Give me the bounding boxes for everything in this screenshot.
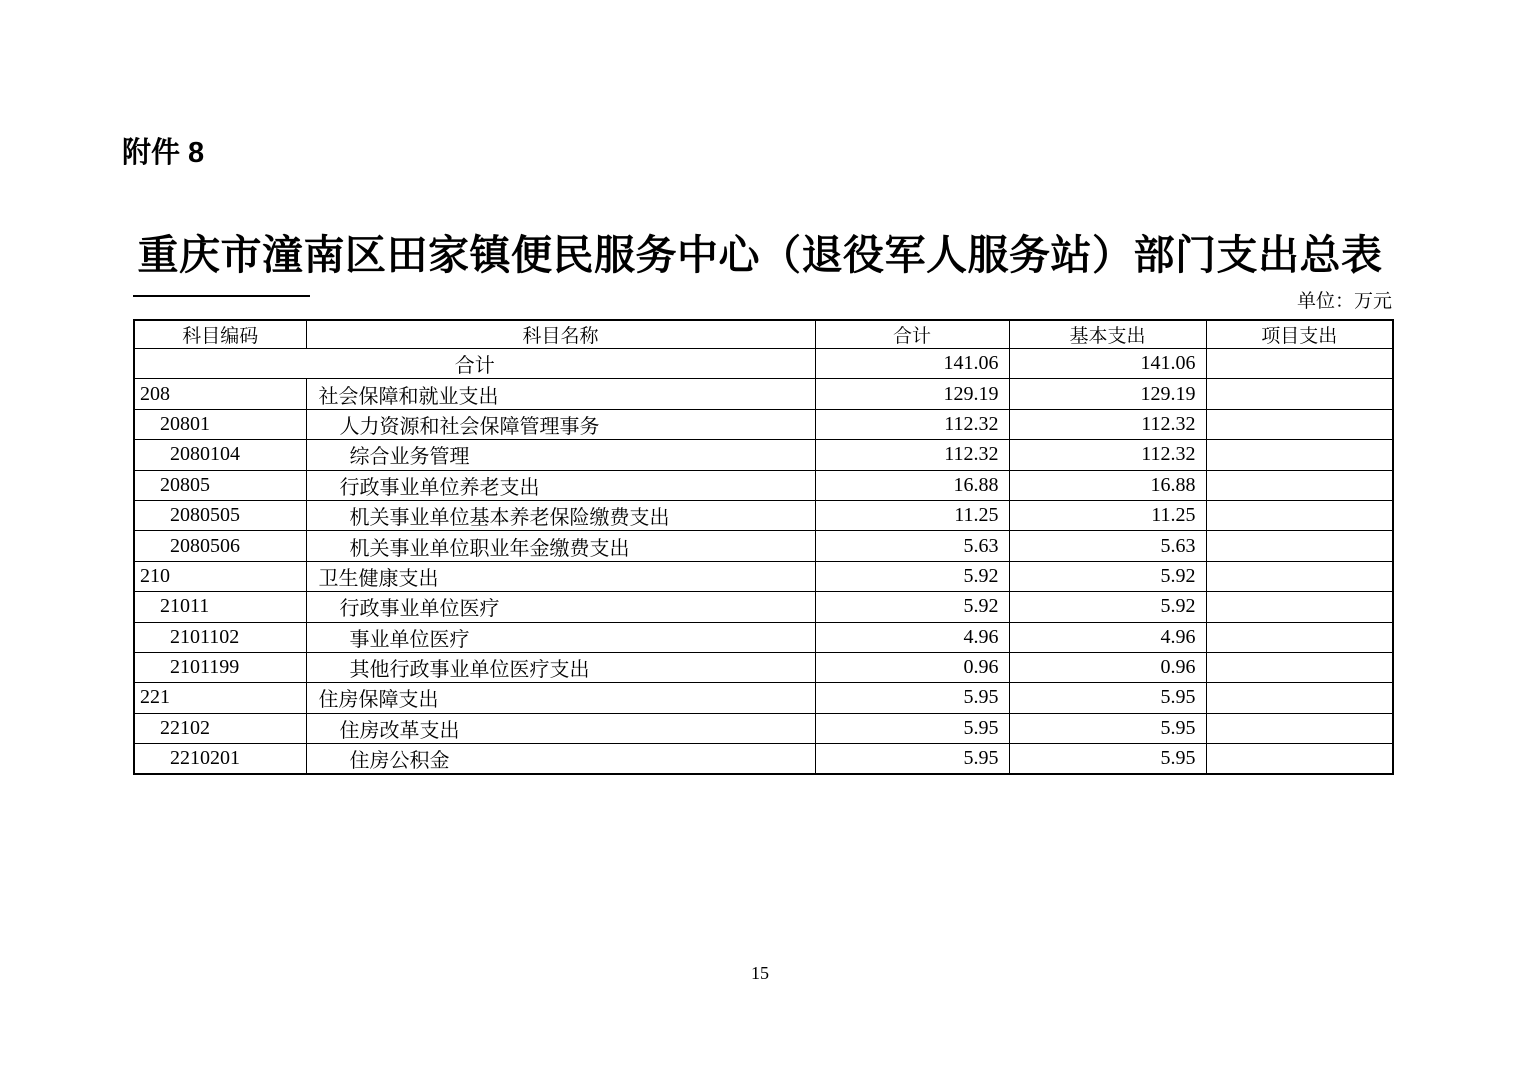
attachment-label: 附件 8	[122, 137, 205, 169]
project-expenditure-cell	[1206, 470, 1393, 500]
basic-expenditure-cell: 141.06	[1009, 349, 1206, 379]
column-header: 科目编码	[134, 320, 306, 349]
total-cell: 5.92	[815, 592, 1009, 622]
subject-name-cell: 社会保障和就业支出	[306, 379, 815, 409]
table-row	[134, 622, 1393, 652]
subject-code-cell: 20801	[134, 409, 306, 439]
project-expenditure-cell	[1206, 744, 1393, 775]
project-expenditure-cell	[1206, 622, 1393, 652]
table-row	[134, 713, 1393, 743]
subject-name-cell: 住房公积金	[306, 744, 815, 775]
total-cell: 5.95	[815, 744, 1009, 775]
subject-name-cell: 人力资源和社会保障管理事务	[306, 409, 815, 439]
basic-expenditure-cell: 11.25	[1009, 500, 1206, 530]
table-total-row	[134, 349, 1393, 379]
total-cell: 112.32	[815, 440, 1009, 470]
subject-code-cell: 21011	[134, 592, 306, 622]
table-top-rule	[133, 295, 310, 297]
basic-expenditure-cell: 5.95	[1009, 713, 1206, 743]
subject-code-cell: 2080506	[134, 531, 306, 561]
basic-expenditure-cell: 5.95	[1009, 683, 1206, 713]
total-cell: 112.32	[815, 409, 1009, 439]
table-row	[134, 440, 1393, 470]
basic-expenditure-cell: 5.92	[1009, 561, 1206, 591]
expenditure-table	[133, 319, 1394, 775]
subject-code-cell: 2080505	[134, 500, 306, 530]
subject-code-cell: 210	[134, 561, 306, 591]
total-cell: 0.96	[815, 652, 1009, 682]
basic-expenditure-cell: 112.32	[1009, 440, 1206, 470]
project-expenditure-cell	[1206, 379, 1393, 409]
table-row	[134, 744, 1393, 775]
table-row	[134, 409, 1393, 439]
table-header-row	[134, 320, 1393, 349]
table-row	[134, 561, 1393, 591]
table-row	[134, 379, 1393, 409]
table-row	[134, 470, 1393, 500]
total-cell: 4.96	[815, 622, 1009, 652]
total-cell: 141.06	[815, 349, 1009, 379]
subject-name-cell: 其他行政事业单位医疗支出	[306, 652, 815, 682]
basic-expenditure-cell: 5.63	[1009, 531, 1206, 561]
subject-code-cell: 20805	[134, 470, 306, 500]
column-header: 科目名称	[306, 320, 815, 349]
table-row	[134, 652, 1393, 682]
table-row	[134, 683, 1393, 713]
project-expenditure-cell	[1206, 652, 1393, 682]
total-cell: 129.19	[815, 379, 1009, 409]
table-row	[134, 592, 1393, 622]
subject-code-cell: 2101102	[134, 622, 306, 652]
total-cell: 5.63	[815, 531, 1009, 561]
basic-expenditure-cell: 129.19	[1009, 379, 1206, 409]
column-header: 项目支出	[1206, 320, 1393, 349]
table-row	[134, 531, 1393, 561]
subject-name-cell: 卫生健康支出	[306, 561, 815, 591]
total-cell: 16.88	[815, 470, 1009, 500]
project-expenditure-cell	[1206, 349, 1393, 379]
subject-code-cell: 2101199	[134, 652, 306, 682]
basic-expenditure-cell: 112.32	[1009, 409, 1206, 439]
basic-expenditure-cell: 5.95	[1009, 744, 1206, 775]
project-expenditure-cell	[1206, 409, 1393, 439]
project-expenditure-cell	[1206, 561, 1393, 591]
project-expenditure-cell	[1206, 440, 1393, 470]
project-expenditure-cell	[1206, 592, 1393, 622]
subject-code-cell: 221	[134, 683, 306, 713]
total-cell: 5.95	[815, 683, 1009, 713]
subject-code-cell: 208	[134, 379, 306, 409]
subject-name-cell: 住房改革支出	[306, 713, 815, 743]
subject-code-cell: 22102	[134, 713, 306, 743]
page-title: 重庆市潼南区田家镇便民服务中心（退役军人服务站）部门支出总表	[137, 232, 1383, 278]
column-header: 基本支出	[1009, 320, 1206, 349]
project-expenditure-cell	[1206, 500, 1393, 530]
basic-expenditure-cell: 4.96	[1009, 622, 1206, 652]
basic-expenditure-cell: 5.92	[1009, 592, 1206, 622]
total-cell: 11.25	[815, 500, 1009, 530]
project-expenditure-cell	[1206, 713, 1393, 743]
subject-name-cell: 行政事业单位养老支出	[306, 470, 815, 500]
column-header: 合计	[815, 320, 1009, 349]
subject-name-cell: 行政事业单位医疗	[306, 592, 815, 622]
basic-expenditure-cell: 16.88	[1009, 470, 1206, 500]
table-row	[134, 500, 1393, 530]
total-cell: 5.95	[815, 713, 1009, 743]
total-label-cell: 合计	[134, 349, 815, 379]
subject-name-cell: 住房保障支出	[306, 683, 815, 713]
subject-code-cell: 2210201	[134, 744, 306, 775]
page-number: 15	[751, 963, 769, 983]
subject-name-cell: 综合业务管理	[306, 440, 815, 470]
subject-name-cell: 事业单位医疗	[306, 622, 815, 652]
project-expenditure-cell	[1206, 531, 1393, 561]
subject-name-cell: 机关事业单位职业年金缴费支出	[306, 531, 815, 561]
subject-code-cell: 2080104	[134, 440, 306, 470]
unit-note: 单位：万元	[1296, 291, 1392, 312]
table-body	[134, 349, 1393, 775]
basic-expenditure-cell: 0.96	[1009, 652, 1206, 682]
project-expenditure-cell	[1206, 683, 1393, 713]
subject-name-cell: 机关事业单位基本养老保险缴费支出	[306, 500, 815, 530]
total-cell: 5.92	[815, 561, 1009, 591]
